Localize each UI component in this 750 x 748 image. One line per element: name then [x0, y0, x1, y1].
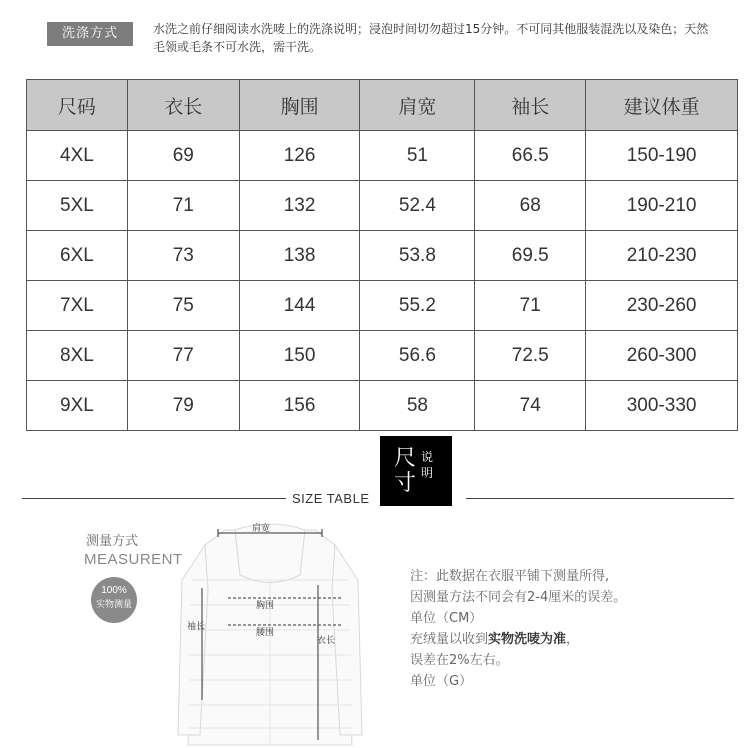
actual-measure-text: 实物测量	[95, 600, 132, 610]
cell-chest: 150	[239, 331, 360, 381]
cell-weight: 150-190	[586, 131, 738, 181]
note-emphasis: 实物洗唛为准	[488, 632, 567, 647]
label-sleeve: 袖长	[187, 622, 206, 632]
cell-chest: 126	[239, 131, 360, 181]
wash-method-tag: 洗涤方式	[47, 22, 133, 46]
note-text: 充绒量以收到	[410, 632, 489, 647]
size-table	[26, 79, 738, 431]
note-line: 单位（CM）	[410, 611, 483, 626]
badge-side-text: 说明	[421, 450, 434, 480]
divider-right	[466, 498, 734, 499]
header-weight: 建议体重	[586, 80, 738, 131]
table-row	[27, 131, 738, 181]
cell-weight: 230-260	[586, 281, 738, 331]
cell-shoulder: 52.4	[360, 181, 475, 231]
cell-size: 6XL	[27, 231, 128, 281]
note-text: ，	[566, 632, 580, 647]
note-line: 因测量方法不同会有2-4厘米的误差。	[410, 590, 627, 605]
cell-weight: 260-300	[586, 331, 738, 381]
cell-size: 4XL	[27, 131, 128, 181]
cell-length: 77	[127, 331, 239, 381]
cell-size: 9XL	[27, 381, 128, 431]
header-sleeve: 袖长	[475, 80, 586, 131]
cell-sleeve: 66.5	[475, 131, 586, 181]
measurement-notes	[410, 566, 626, 692]
note-line: 注：此数据在衣服平铺下测量所得,	[410, 569, 610, 584]
note-line: 误差在2%左右。	[410, 653, 509, 668]
cell-length: 73	[127, 231, 239, 281]
cell-size: 5XL	[27, 181, 128, 231]
cell-shoulder: 55.2	[360, 281, 475, 331]
cell-weight: 210-230	[586, 231, 738, 281]
cell-length: 75	[127, 281, 239, 331]
table-row	[27, 381, 738, 431]
cell-shoulder: 51	[360, 131, 475, 181]
table-row	[27, 181, 738, 231]
cell-weight: 300-330	[586, 381, 738, 431]
cell-sleeve: 69.5	[475, 231, 586, 281]
wash-instructions: 水洗之前仔细阅读水洗唛上的洗涤说明；浸泡时间切勿超过15分钟。不可同其他服装混洗以及染色；天然毛领或毛条不可水洗，需干洗。	[153, 22, 709, 54]
note-line	[410, 629, 626, 650]
cell-shoulder: 53.8	[360, 231, 475, 281]
cell-chest: 144	[239, 281, 360, 331]
cell-size: 8XL	[27, 331, 128, 381]
measure-title-en: MEASURENT	[84, 551, 183, 568]
table-row	[27, 281, 738, 331]
cell-length: 71	[127, 181, 239, 231]
cell-chest: 132	[239, 181, 360, 231]
note-line: 单位（G）	[410, 674, 473, 689]
cell-sleeve: 71	[475, 281, 586, 331]
size-guide-badge	[380, 436, 452, 506]
jacket-diagram	[170, 520, 370, 748]
label-shoulder: 肩宽	[252, 524, 271, 534]
label-waist: 腰围	[256, 628, 275, 638]
size-table-label: SIZE TABLE	[292, 491, 370, 506]
badge-main-text: 尺寸	[394, 446, 417, 496]
header-length: 衣长	[127, 80, 239, 131]
actual-measure-badge	[91, 577, 137, 623]
cell-sleeve: 72.5	[475, 331, 586, 381]
cell-chest: 156	[239, 381, 360, 431]
table-row	[27, 331, 738, 381]
cell-size: 7XL	[27, 281, 128, 331]
label-chest: 胸围	[256, 601, 275, 611]
cell-sleeve: 68	[475, 181, 586, 231]
cell-length: 79	[127, 381, 239, 431]
header-chest: 胸围	[239, 80, 360, 131]
cell-length: 69	[127, 131, 239, 181]
cell-shoulder: 58	[360, 381, 475, 431]
actual-measure-percent: 100%	[101, 585, 127, 596]
divider-left	[22, 498, 286, 499]
cell-weight: 190-210	[586, 181, 738, 231]
label-length: 衣长	[317, 636, 336, 646]
cell-shoulder: 56.6	[360, 331, 475, 381]
size-table-header-row	[27, 80, 738, 131]
measure-title-cn: 测量方式	[86, 534, 139, 549]
cell-chest: 138	[239, 231, 360, 281]
cell-sleeve: 74	[475, 381, 586, 431]
header-shoulder: 肩宽	[360, 80, 475, 131]
header-size: 尺码	[27, 80, 128, 131]
table-row	[27, 231, 738, 281]
